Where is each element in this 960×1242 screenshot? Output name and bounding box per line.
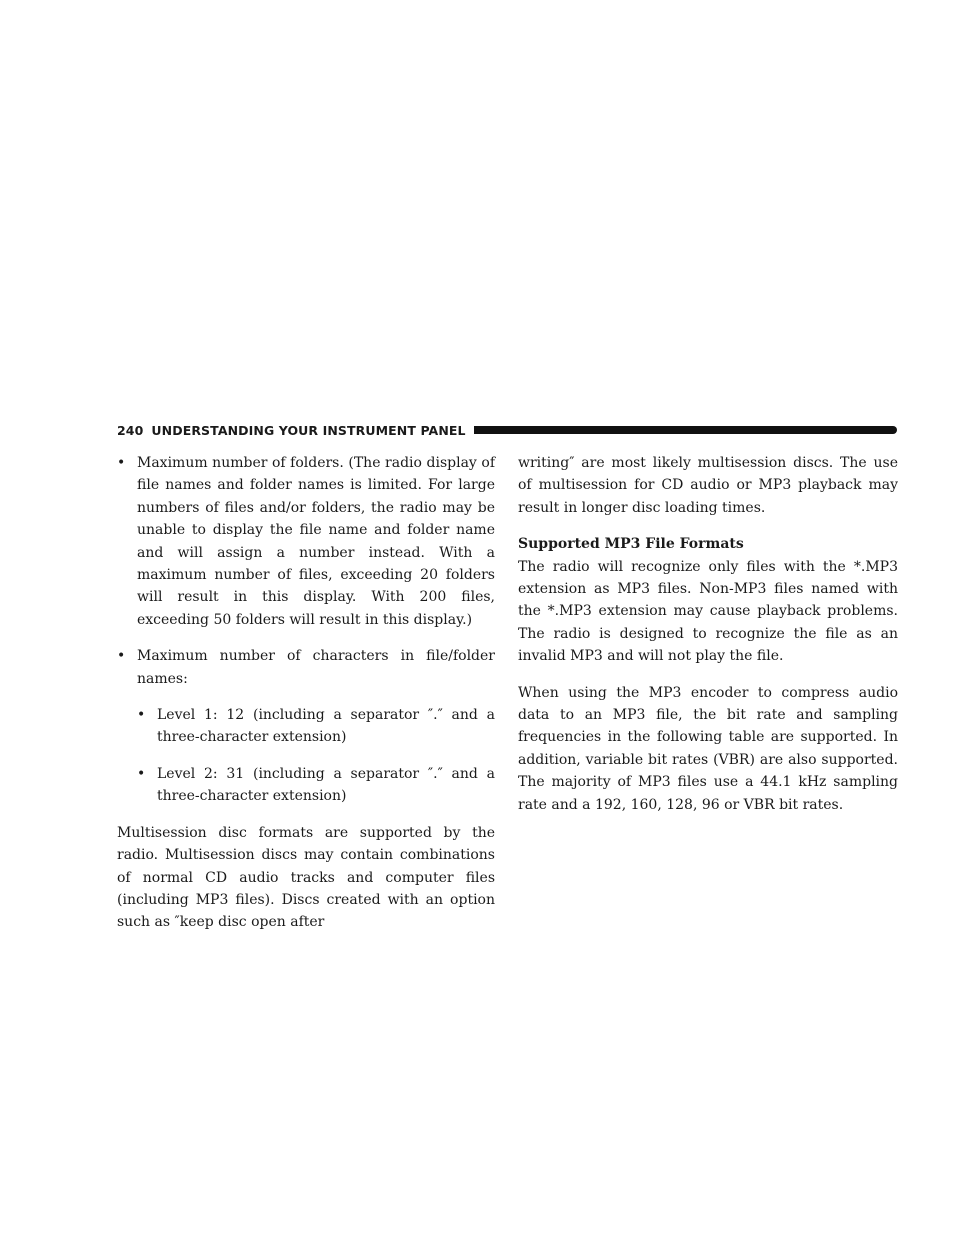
right-column [518, 452, 898, 830]
bullet-text: Level 1: 12 (including a separator ″.″ and a three-character extension) [157, 707, 495, 746]
subheading-supported-formats: Supported MP3 File Formats [518, 536, 744, 553]
bullet-dot: • [137, 707, 146, 724]
header-rule [474, 426, 897, 434]
bullet-max-characters [117, 645, 495, 690]
sub-bullet-level-2 [137, 763, 495, 808]
bullet-max-folders [117, 452, 495, 631]
paragraph-multisession-continued: writing″ are most likely multisession discs. The use of multisession for CD audio or MP3 playback may result in longer disc loading times. [518, 455, 898, 516]
paragraph-encoder: When using the MP3 encoder to compress audio data to an MP3 file, the bit rate and sampling frequencies in the following table are supported. In addition, variable bit rates (VBR) are also supported. The majority of MP3 files use a 44.1 kHz sampling rate and a 192, 160, 128, 96 or VBR bit rates. [518, 684, 898, 813]
sub-bullet-level-1 [137, 704, 495, 749]
bullet-text: Level 2: 31 (including a separator ″.″ and a three-character extension) [157, 765, 495, 805]
bullet-dot: • [117, 455, 126, 471]
paragraph-multisession: Multisession disc formats are supported by the radio. Multisession discs may contain combinations of normal CD audio tracks and computer files (including MP3 files). Discs created with an option such as ″keep disc open after [117, 824, 495, 931]
section-title: UNDERSTANDING YOUR INSTRUMENT PANEL [151, 422, 466, 438]
page-header [117, 421, 897, 439]
page-number: 240 [117, 422, 144, 438]
left-column [117, 452, 495, 948]
bullet-dot: • [137, 765, 146, 782]
bullet-text: Maximum number of folders. (The radio display of file names and folder names is limited. For large numbers of files and/or folders, the radio may be unable to display the file name and folder name and will assign a number instead. With a maximum number of files, exceeding 20 folders will result in this display. With 200 files, exceeding 50 folders will result in this display.) [137, 455, 495, 628]
bullet-text: Maximum number of characters in file/folder names: [137, 648, 495, 687]
paragraph-file-formats: The radio will recognize only files with the *.MP3 extension as MP3 files. Non-MP3 files named with the *.MP3 extension may cause playback problems. The radio is designed to recognize the file as an invalid MP3 and will not play the file. [518, 558, 898, 665]
bullet-dot: • [117, 648, 126, 665]
